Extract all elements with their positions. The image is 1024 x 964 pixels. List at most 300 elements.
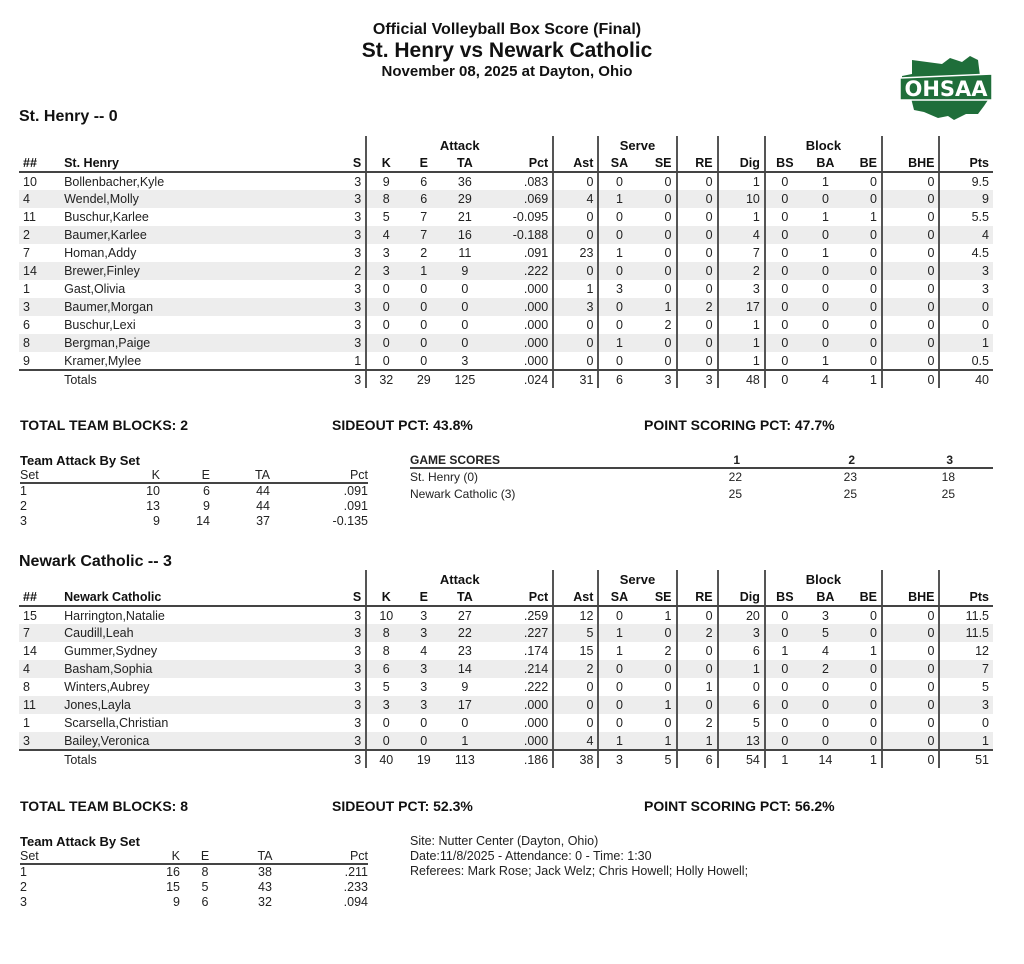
- cell-bhe: 0: [882, 660, 940, 678]
- cell-num: 3: [19, 732, 60, 750]
- cell-name: Jones,Layla: [60, 696, 346, 714]
- cell-ast: 0: [553, 226, 598, 244]
- cell-bhe: 0: [882, 298, 940, 316]
- cell-name: Brewer,Finley: [60, 262, 346, 280]
- cell-dig: 10: [718, 190, 765, 208]
- cell-sa: 0: [615, 680, 623, 694]
- cell-sa: 0: [598, 298, 639, 316]
- total-re: 6: [677, 750, 718, 768]
- cell-ta: 0: [461, 318, 469, 332]
- cell-name: Bollenbacher,Kyle: [64, 174, 165, 189]
- cell-bhe: 0: [882, 190, 940, 208]
- cell-re: 2: [677, 298, 718, 316]
- player-row: [19, 334, 993, 352]
- cell-dig: 4: [718, 226, 765, 244]
- player-row: [19, 624, 993, 642]
- cell-ta: 22: [442, 624, 487, 642]
- cell-ast: 15: [553, 642, 598, 660]
- cell-sa: 3: [615, 282, 623, 296]
- total-ta: 113: [442, 750, 487, 768]
- cell-be: 0: [847, 298, 882, 316]
- total-num: [19, 370, 60, 388]
- cell-num: 15: [23, 608, 37, 623]
- col-re: RE: [677, 588, 718, 606]
- cell-k: 0: [382, 282, 390, 296]
- cell-num: 10: [23, 174, 37, 189]
- cell-ta: 14: [442, 660, 487, 678]
- cell-num: 14: [19, 262, 60, 280]
- cell-name: Baumer,Karlee: [60, 226, 346, 244]
- total-k: 32: [366, 370, 405, 388]
- col-dig: Dig: [718, 588, 765, 606]
- cell-be: 0: [847, 714, 882, 732]
- cell-ast: 0: [553, 172, 598, 190]
- cell-re: 1: [677, 732, 718, 750]
- cell-s: 3: [346, 244, 367, 262]
- cell-s: 3: [346, 696, 367, 714]
- total-pct: .186: [487, 750, 553, 768]
- report-title: Official Volleyball Box Score (Final): [372, 21, 642, 38]
- cell-sa: 0: [615, 174, 623, 189]
- cell-be: 0: [847, 660, 882, 678]
- cell-be: 1: [847, 208, 882, 226]
- cell-e: 2: [420, 246, 428, 260]
- sideout-pct-newark-catholic: SIDEOUT PCT: 52.3%: [332, 798, 473, 814]
- cell-ast: 12: [553, 606, 598, 624]
- col-s: S: [346, 154, 367, 172]
- attack-by-set-st-henry: [20, 453, 368, 528]
- cell-ba: 4: [821, 644, 829, 658]
- cell-num: 7: [23, 246, 30, 260]
- cell-s: 3: [346, 316, 367, 334]
- cell-ba: 0: [821, 318, 829, 332]
- total-s: 3: [346, 370, 367, 388]
- cell-dig: 1: [718, 660, 765, 678]
- cell-ba: 0: [804, 298, 847, 316]
- cell-dig: 7: [718, 244, 765, 262]
- cell-re: 2: [677, 624, 718, 642]
- cell-ta: 36: [457, 174, 472, 189]
- col-bhe: BHE: [882, 154, 940, 172]
- cell-pts: 0: [982, 318, 989, 332]
- cell-pts: 12: [975, 644, 989, 658]
- cell-num: 6: [23, 318, 30, 332]
- cell-s: 1: [346, 352, 367, 370]
- cell-e: 4: [420, 644, 428, 658]
- box-score-table-st-henry: [19, 136, 993, 388]
- cell-s: 3: [346, 624, 367, 642]
- cell-bs: 0: [765, 190, 804, 208]
- set-col-ta: TA: [230, 849, 300, 864]
- total-bhe: 0: [882, 750, 940, 768]
- cell-ta: 1: [442, 732, 487, 750]
- cell-pts: 4: [939, 226, 993, 244]
- cell-dig: 6: [718, 696, 765, 714]
- cell-bhe: 0: [882, 172, 940, 190]
- cell-name: Kramer,Mylee: [60, 352, 346, 370]
- cell-re: 0: [677, 642, 718, 660]
- col-sa: SA: [598, 154, 639, 172]
- cell-bs: 0: [765, 660, 804, 678]
- cell-pts: 3: [939, 262, 993, 280]
- cell-bs: 0: [781, 282, 789, 296]
- cell-sa: 1: [598, 624, 639, 642]
- cell-ba: 0: [821, 282, 829, 296]
- total-sa: 6: [598, 370, 639, 388]
- cell-bs: 0: [765, 696, 804, 714]
- cell-k: 4: [366, 226, 405, 244]
- total-bs: 0: [765, 370, 804, 388]
- cell-ta: 0: [461, 282, 469, 296]
- cell-pts: 11.5: [939, 624, 993, 642]
- cell-ast: 23: [553, 244, 598, 262]
- cell-pts: 1: [939, 334, 993, 352]
- cell-k: 0: [366, 352, 405, 370]
- cell-ba: 1: [821, 174, 829, 189]
- cell-pct: .083: [487, 172, 553, 190]
- cell-be: 0: [847, 624, 882, 642]
- cell-name: Winters,Aubrey: [64, 680, 150, 694]
- cell-dig: 1: [718, 172, 765, 190]
- cell-s: 3: [346, 208, 367, 226]
- cell-dig: 1: [718, 208, 765, 226]
- cell-pct: .222: [487, 262, 553, 280]
- cell-ba: 0: [804, 190, 847, 208]
- col-bs: BS: [765, 588, 804, 606]
- cell-ta: 17: [442, 696, 487, 714]
- total-name: Totals: [60, 750, 346, 768]
- cell-bs: 0: [765, 262, 804, 280]
- cell-name: Wendel,Molly: [60, 190, 346, 208]
- cell-e: 3: [420, 680, 428, 694]
- cell-ast: 1: [553, 280, 598, 298]
- cell-ta: 16: [442, 226, 487, 244]
- cell-num: 14: [23, 644, 37, 658]
- cell-bs: 0: [781, 318, 789, 332]
- cell-be: 0: [847, 226, 882, 244]
- player-row: [19, 352, 993, 370]
- cell-re: 0: [677, 280, 718, 298]
- total-bs: 1: [765, 750, 804, 768]
- set-row: 1 10 6 44 .091: [20, 484, 368, 498]
- col-num: ##: [19, 154, 60, 172]
- cell-sa: 0: [598, 352, 639, 370]
- total-team-blocks-newark-catholic: TOTAL TEAM BLOCKS: 8: [20, 798, 188, 814]
- cell-ba: 1: [804, 352, 847, 370]
- total-re: 3: [677, 370, 718, 388]
- col-ast: Ast: [553, 588, 598, 606]
- ohsaa-logo-icon: [898, 54, 994, 122]
- set-col-set: Set: [20, 468, 100, 483]
- cell-bhe: 0: [882, 732, 940, 750]
- cell-bhe: 0: [882, 624, 940, 642]
- cell-bhe: 0: [882, 262, 940, 280]
- cell-name: Homan,Addy: [64, 246, 137, 260]
- player-row: [19, 208, 993, 226]
- total-se: 3: [640, 370, 677, 388]
- col-pts: Pts: [939, 154, 993, 172]
- cell-ta: 11: [458, 246, 472, 260]
- cell-re: 0: [677, 316, 718, 334]
- cell-ta: 3: [442, 352, 487, 370]
- cell-ta: 29: [442, 190, 487, 208]
- box-score-table-newark-catholic: [19, 570, 993, 768]
- cell-dig: 2: [718, 262, 765, 280]
- cell-k: 8: [366, 190, 405, 208]
- player-row: [19, 280, 993, 298]
- totals-row: [19, 750, 993, 768]
- cell-ta: 0: [442, 298, 487, 316]
- cell-bs: 0: [781, 174, 789, 189]
- cell-num: 11: [23, 210, 36, 224]
- player-row: [19, 696, 993, 714]
- col-ta: TA: [442, 154, 487, 172]
- cell-pct: .000: [487, 352, 553, 370]
- cell-e: 3: [405, 624, 442, 642]
- cell-bs: 0: [765, 624, 804, 642]
- cell-s: 3: [346, 190, 367, 208]
- cell-ast: 0: [553, 352, 598, 370]
- player-row: [19, 226, 993, 244]
- cell-k: 5: [382, 210, 390, 224]
- cell-k: 0: [382, 318, 390, 332]
- cell-pct: .000: [487, 280, 553, 298]
- total-pts: 40: [939, 370, 993, 388]
- cell-be: 0: [847, 696, 882, 714]
- cell-bhe: 0: [882, 244, 940, 262]
- player-row: [19, 732, 993, 750]
- cell-se: 0: [640, 352, 677, 370]
- cell-be: 0: [847, 244, 882, 262]
- col-team-name: St. Henry: [60, 154, 346, 172]
- total-be: 1: [847, 370, 882, 388]
- cell-s: 3: [346, 714, 367, 732]
- cell-name: Bailey,Veronica: [60, 732, 346, 750]
- col-ba: BA: [804, 588, 847, 606]
- cell-dig: 3: [718, 624, 765, 642]
- point-scoring-pct-st-henry: POINT SCORING PCT: 47.7%: [644, 417, 835, 433]
- cell-sa: 0: [598, 696, 639, 714]
- cell-s: 3: [346, 298, 367, 316]
- col-k: K: [366, 588, 405, 606]
- cell-bs: 0: [781, 608, 789, 623]
- cell-bhe: 0: [882, 352, 940, 370]
- cell-se: 0: [640, 660, 677, 678]
- set-row: 2 13 9 44 .091: [20, 498, 368, 513]
- cell-pct: .000: [487, 298, 553, 316]
- cell-bs: 0: [781, 246, 789, 260]
- cell-bhe: 0: [882, 678, 940, 696]
- cell-sa: 0: [615, 716, 623, 730]
- cell-se: 2: [640, 642, 677, 660]
- col-se: SE: [640, 154, 677, 172]
- total-ast: 31: [553, 370, 598, 388]
- total-k: 40: [366, 750, 405, 768]
- cell-e: 0: [420, 318, 428, 332]
- cell-num: 2: [19, 226, 60, 244]
- set-col-ta: TA: [210, 468, 270, 483]
- cell-e: 7: [420, 210, 428, 224]
- cell-s: 3: [346, 280, 367, 298]
- cell-name: Baumer,Morgan: [60, 298, 346, 316]
- cell-pts: 9.5: [971, 174, 989, 189]
- cell-bhe: 0: [882, 714, 940, 732]
- cell-se: 0: [640, 678, 677, 696]
- cell-se: 1: [640, 696, 677, 714]
- cell-ast: 2: [553, 660, 598, 678]
- cell-sa: 1: [615, 246, 623, 260]
- cell-dig: 6: [718, 642, 765, 660]
- cell-pts: 0: [939, 298, 993, 316]
- cell-ba: 0: [804, 334, 847, 352]
- cell-dig: 20: [718, 606, 765, 624]
- player-rows: [19, 606, 993, 768]
- cell-num: 8: [19, 334, 60, 352]
- cell-bhe: 0: [882, 696, 940, 714]
- cell-pts: 7: [939, 660, 993, 678]
- site-info: Site: Nutter Center (Dayton, Ohio): [410, 834, 599, 848]
- cell-pts: 3: [982, 282, 989, 296]
- cell-ba: 2: [804, 660, 847, 678]
- cell-be: 0: [847, 172, 882, 190]
- col-ta: TA: [442, 588, 487, 606]
- cell-pts: 4.5: [971, 246, 989, 260]
- cell-num: 1: [23, 716, 30, 730]
- referees: Referees: Mark Rose; Jack Welz; Chris Howell; Holly Howell;: [410, 864, 749, 878]
- cell-e: 6: [405, 190, 442, 208]
- col-dig: Dig: [718, 154, 765, 172]
- col-e: E: [405, 154, 442, 172]
- cell-be: 0: [847, 280, 882, 298]
- cell-bs: 1: [781, 644, 789, 658]
- set-col-k: K: [100, 468, 160, 483]
- cell-bhe: 0: [882, 280, 940, 298]
- cell-se: 2: [640, 316, 677, 334]
- cell-se: 0: [640, 714, 677, 732]
- cell-be: 0: [847, 732, 882, 750]
- cell-pts: 9: [939, 190, 993, 208]
- cell-pts: 5.5: [971, 210, 989, 224]
- cell-s: 3: [346, 732, 367, 750]
- team-title-newark-catholic: Newark Catholic -- 3: [19, 553, 172, 570]
- col-ast: Ast: [553, 154, 598, 172]
- total-e: 19: [405, 750, 442, 768]
- cell-ast: 0: [553, 714, 598, 732]
- cell-ast: 4: [553, 732, 598, 750]
- cell-bs: 0: [781, 680, 789, 694]
- total-team-blocks-st-henry: TOTAL TEAM BLOCKS: 2: [20, 417, 188, 433]
- game-scores-table: [410, 453, 993, 502]
- cell-bhe: 0: [882, 208, 940, 226]
- cell-k: 6: [366, 660, 405, 678]
- player-row: [19, 714, 993, 732]
- cell-re: 0: [677, 660, 718, 678]
- cell-num: 1: [23, 282, 30, 296]
- cell-bhe: 0: [882, 334, 940, 352]
- cell-be: 0: [847, 352, 882, 370]
- cell-ast: 3: [553, 298, 598, 316]
- cell-re: 1: [677, 678, 718, 696]
- cell-e: 0: [405, 334, 442, 352]
- cell-ast: 0: [553, 678, 598, 696]
- svg-text:OHSAA: OHSAA: [904, 77, 988, 101]
- game-scores-title: GAME SCORES: [410, 453, 660, 468]
- cell-bhe: 0: [882, 316, 940, 334]
- cell-ba: 0: [804, 262, 847, 280]
- cell-bs: 0: [765, 352, 804, 370]
- cell-ta: 23: [457, 644, 472, 658]
- cell-se: 0: [640, 226, 677, 244]
- cell-pts: 1: [939, 732, 993, 750]
- cell-ast: 0: [553, 334, 598, 352]
- cell-se: 0: [640, 208, 677, 226]
- cell-se: 1: [640, 732, 677, 750]
- cell-pct: .000: [487, 334, 553, 352]
- cell-e: 7: [405, 226, 442, 244]
- cell-pts: 5: [982, 680, 989, 694]
- cell-k: 0: [366, 334, 405, 352]
- player-row: [19, 244, 993, 262]
- cell-s: 3: [346, 660, 367, 678]
- cell-sa: 0: [615, 318, 623, 332]
- set-col-e: E: [160, 468, 210, 483]
- cell-s: 3: [346, 606, 367, 624]
- col-pct: Pct: [487, 154, 553, 172]
- cell-pct: .069: [487, 190, 553, 208]
- cell-bs: 0: [781, 716, 789, 730]
- player-row: [19, 660, 993, 678]
- totals-row: [19, 370, 993, 388]
- group-attack: Attack: [366, 570, 553, 588]
- set-row: 3 9 6 32 .094: [20, 894, 368, 909]
- group-serve: Serve: [598, 570, 676, 588]
- cell-sa: 0: [598, 226, 639, 244]
- col-pct: Pct: [487, 588, 553, 606]
- player-row: [19, 642, 993, 660]
- cell-name: Basham,Sophia: [60, 660, 346, 678]
- cell-s: 2: [346, 262, 367, 280]
- set-row: 3 9 14 37 -0.135: [20, 513, 368, 528]
- set-col-k: K: [110, 849, 180, 864]
- cell-be: 0: [847, 334, 882, 352]
- cell-pct: .000: [487, 696, 553, 714]
- cell-ta: 9: [442, 262, 487, 280]
- col-pts: Pts: [939, 588, 993, 606]
- game-info: [410, 834, 748, 879]
- col-e: E: [405, 588, 442, 606]
- date-location: November 08, 2025 at Dayton, Ohio: [381, 63, 633, 80]
- cell-sa: 0: [598, 262, 639, 280]
- col-s: S: [346, 588, 367, 606]
- cell-pts: 0: [982, 716, 989, 730]
- cell-be: 0: [847, 316, 882, 334]
- cell-re: 0: [677, 262, 718, 280]
- cell-re: 0: [677, 696, 718, 714]
- total-dig: 54: [718, 750, 765, 768]
- attack-by-set-title: Team Attack By Set: [20, 834, 140, 849]
- cell-s: 3: [346, 226, 367, 244]
- cell-dig: 13: [718, 732, 765, 750]
- set-col-pct: Pct: [270, 468, 368, 483]
- cell-bs: 0: [765, 334, 804, 352]
- cell-ba: 0: [804, 226, 847, 244]
- cell-k: 0: [366, 732, 405, 750]
- cell-re: 0: [677, 172, 718, 190]
- cell-re: 0: [677, 226, 718, 244]
- cell-dig: 5: [718, 714, 765, 732]
- cell-e: 6: [420, 174, 428, 189]
- cell-e: 3: [405, 660, 442, 678]
